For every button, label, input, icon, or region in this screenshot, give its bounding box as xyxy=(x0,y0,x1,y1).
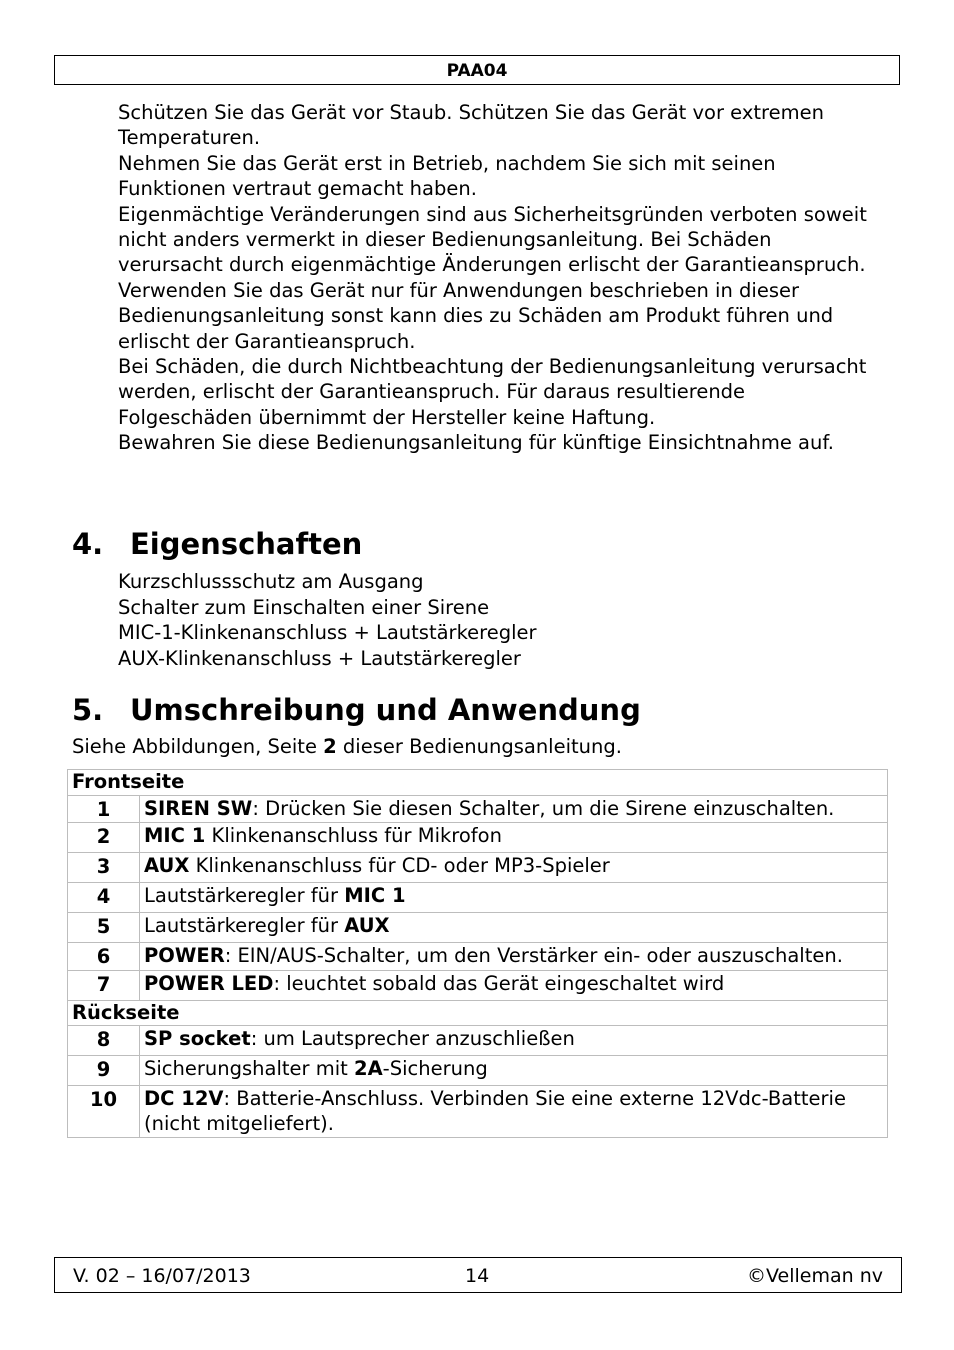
table-row xyxy=(68,1086,888,1137)
part-text: Klinkenanschluss für Mikrofon xyxy=(205,824,502,848)
part-text: Lautstärkeregler für xyxy=(144,914,345,938)
part-name: MIC 1 xyxy=(344,884,406,908)
part-text: Sicherungshalter mit xyxy=(144,1057,354,1081)
table-row xyxy=(68,823,888,853)
page-number: 14 xyxy=(465,1265,490,1287)
part-number: 2 xyxy=(68,823,140,853)
part-description xyxy=(140,795,888,823)
model-number: PAA04 xyxy=(446,61,508,81)
part-description xyxy=(140,1026,888,1056)
table-row xyxy=(68,943,888,971)
part-name: SIREN SW xyxy=(144,796,253,820)
part-number: 6 xyxy=(68,943,140,971)
part-name: MIC 1 xyxy=(144,824,206,848)
part-text: : Drücken Sie diesen Schalter, um die Sirene einzuschalten. xyxy=(252,796,835,820)
part-text: : um Lautsprecher anzuschließen xyxy=(250,1027,575,1051)
part-name: 2A xyxy=(354,1057,383,1081)
section-number: 4. xyxy=(72,527,104,561)
part-number: 7 xyxy=(68,970,140,1000)
parts-table xyxy=(67,769,888,1138)
part-number: 4 xyxy=(68,883,140,913)
table-row xyxy=(68,795,888,823)
part-text: : EIN/AUS-Schalter, um den Verstärker ein- oder auszuschalten. xyxy=(224,944,843,968)
section-title: Eigenschaften xyxy=(130,527,363,561)
table-row xyxy=(68,1056,888,1086)
part-description xyxy=(140,1086,888,1137)
feature-item: AUX-Klinkenanschluss + Lautstärkeregler xyxy=(118,646,521,670)
part-description xyxy=(140,883,888,913)
part-text: -Sicherung xyxy=(382,1057,488,1081)
table-row xyxy=(68,853,888,883)
part-number: 8 xyxy=(68,1026,140,1056)
feature-item: MIC-1-Klinkenanschluss + Lautstärkeregler xyxy=(118,621,537,645)
part-number: 10 xyxy=(68,1086,140,1137)
part-text: Lautstärkeregler für xyxy=(144,884,345,908)
part-description xyxy=(140,1056,888,1086)
section-label-front: Frontseite xyxy=(68,770,888,796)
intro-section xyxy=(118,100,878,456)
part-name: AUX xyxy=(144,854,190,878)
section-title: Umschreibung und Anwendung xyxy=(130,693,641,727)
intro-paragraph: Schützen Sie das Gerät vor Staub. Schützen Sie das Gerät vor extremen Temperaturen. xyxy=(118,101,824,150)
part-name: POWER LED xyxy=(144,971,274,995)
part-name: AUX xyxy=(344,914,390,938)
intro-paragraph: Bewahren Sie diese Bedienungsanleitung für künftige Einsichtnahme auf. xyxy=(118,431,834,455)
part-description xyxy=(140,943,888,971)
table-row xyxy=(68,883,888,913)
table-section-row xyxy=(68,770,888,796)
part-description xyxy=(140,853,888,883)
part-number: 3 xyxy=(68,853,140,883)
part-text: : Batterie-Anschluss. Verbinden Sie eine externe 12Vdc-Batterie (nicht mitgeliefert). xyxy=(144,1087,846,1135)
part-text: Klinkenanschluss für CD- oder MP3-Spieler xyxy=(189,854,610,878)
section-number: 5. xyxy=(72,693,104,727)
table-row xyxy=(68,1026,888,1056)
part-name: DC 12V xyxy=(144,1087,224,1111)
table-row xyxy=(68,913,888,943)
part-name: POWER xyxy=(144,944,225,968)
intro-paragraph: Eigenmächtige Veränderungen sind aus Sicherheitsgründen verboten soweit nicht anders vermerkt in dieser Bedienungsanleitung. Bei Schäden verursacht durch eigenmächtige Änderungen erlischt der Garantieanspruch. xyxy=(118,202,867,277)
part-number: 9 xyxy=(68,1056,140,1086)
version-date: V. 02 – 16/07/2013 xyxy=(73,1265,251,1287)
part-description xyxy=(140,913,888,943)
reference-sentence xyxy=(72,734,622,760)
part-name: SP socket xyxy=(144,1027,251,1051)
features-list xyxy=(118,569,878,671)
part-number: 5 xyxy=(68,913,140,943)
part-description xyxy=(140,970,888,1000)
copyright: ©Velleman nv xyxy=(747,1265,883,1287)
intro-paragraph: Nehmen Sie das Gerät erst in Betrieb, nachdem Sie sich mit seinen Funktionen vertraut gemacht haben. xyxy=(118,151,776,201)
table-section-row xyxy=(68,1000,888,1026)
section-5-heading xyxy=(72,692,641,728)
intro-paragraph: Verwenden Sie das Gerät nur für Anwendungen beschrieben in dieser Bedienungsanleitung sonst kann dies zu Schäden am Produkt führen und erlischt der Garantieanspruch. xyxy=(118,278,834,353)
page-reference: 2 xyxy=(323,735,337,758)
sentence-text: dieser Bedienungsanleitung. xyxy=(336,735,622,758)
part-number: 1 xyxy=(68,795,140,823)
sentence-text: Siehe Abbildungen, Seite xyxy=(72,735,324,758)
feature-item: Schalter zum Einschalten einer Sirene xyxy=(118,595,490,619)
section-4-heading xyxy=(72,526,362,562)
section-label-back: Rückseite xyxy=(68,1000,888,1026)
intro-paragraph: Bei Schäden, die durch Nichtbeachtung der Bedienungsanleitung verursacht werden, erlischt der Garantieanspruch. Für daraus resultierende Folgeschäden übernimmt der Hersteller keine Haftung. xyxy=(118,355,867,429)
page-header xyxy=(54,55,900,85)
feature-item: Kurzschlussschutz am Ausgang xyxy=(118,570,424,593)
part-description xyxy=(140,823,888,853)
part-text: : leuchtet sobald das Gerät eingeschaltet wird xyxy=(273,971,725,995)
page-footer xyxy=(54,1257,902,1293)
table-row xyxy=(68,970,888,1000)
